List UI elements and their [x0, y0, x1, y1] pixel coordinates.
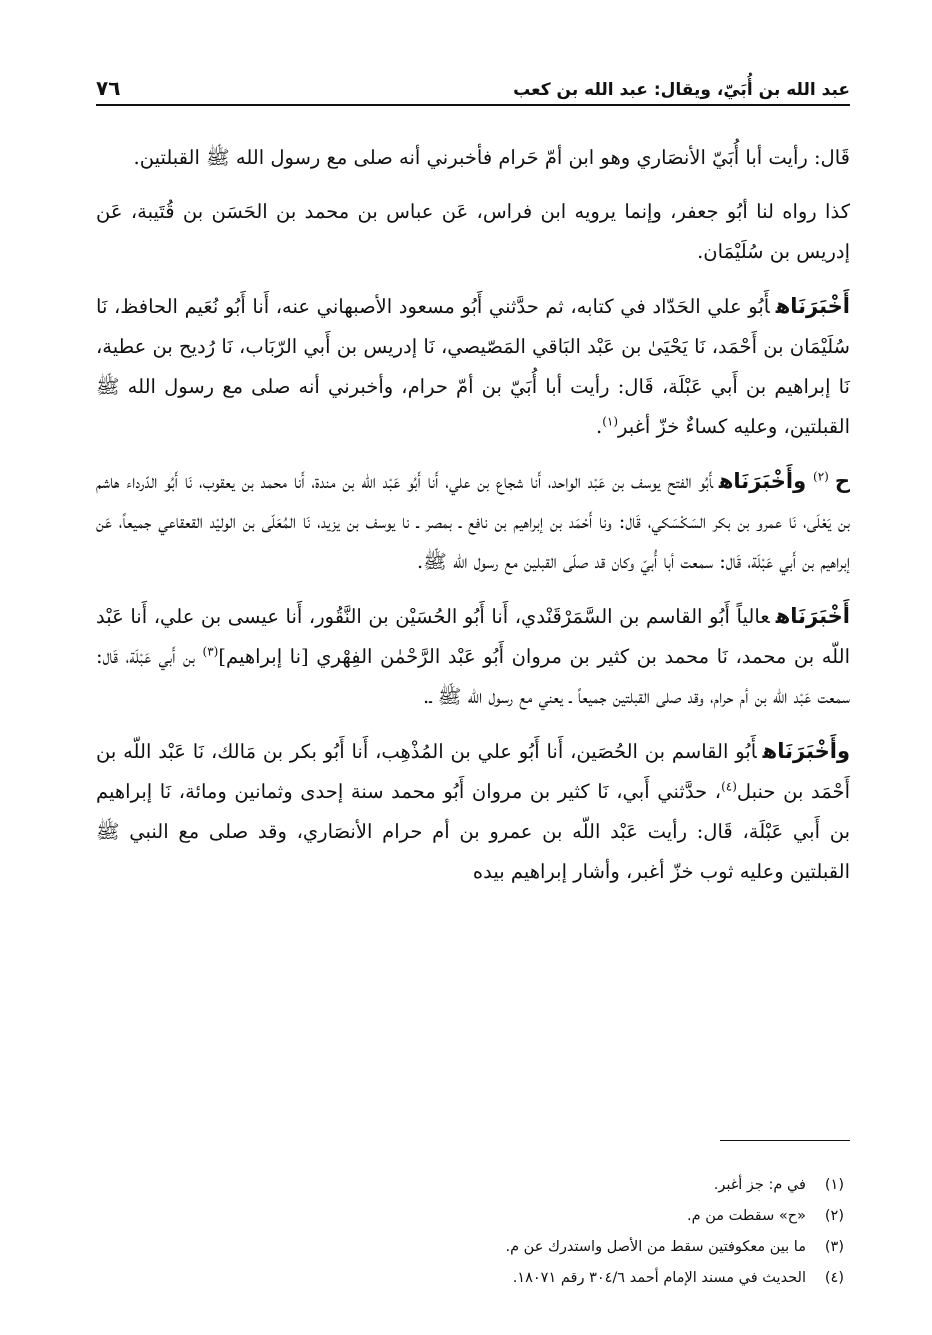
- paragraph-1: [96, 138, 850, 178]
- footnote-text: ما بين معكوفتين سقط من الأصل واستدرك عن م.: [505, 1239, 806, 1255]
- footnote-number: (١): [824, 1177, 844, 1193]
- page-number: ٧٦: [96, 76, 121, 100]
- footnote-text: في م: جز أغبر.: [713, 1177, 806, 1193]
- footnotes: [96, 1170, 844, 1294]
- paragraph-tail: .: [595, 415, 603, 438]
- footnote-item: [96, 1232, 844, 1263]
- footnote-ref: (٢): [813, 469, 829, 484]
- lead-word: وأَخْبَرَنَاه: [718, 469, 807, 493]
- main-text: [96, 138, 850, 892]
- paragraph-5: [96, 596, 850, 717]
- footnote-text: «ح» سقطت من م.: [687, 1208, 806, 1224]
- paragraph-text: كذا رواه لنا أبُو جعفر، وإنما يرويه ابن فراس، عَن عباس بن محمد بن الحَسَن بن قُتَيبة، عَن إدريس بن سُلَيْمَان.: [96, 200, 850, 263]
- paragraph-text: قَال: رأيت أبا أُبَيّ الأنصَاري وهو ابن أمّ حَرام فأخبرني أنه صلى مع رسول الله ﷺ القبلتين.: [133, 146, 850, 169]
- lead-word: أَخْبَرَنَاه: [775, 604, 850, 628]
- footnote-divider: [720, 1140, 850, 1141]
- paragraph-text: أَبُو الفتح يوسف بن عَبْد الواحد، أَنا شجاع بن علي، أَنا أَبُو عَبْد اللّه بن مندة، أَنا محمد بن يعقوب، نَا أَبُو الدّرداء هاشم بن يَعْلَى، نَا عمرو بن بكر السَكْسَكي، قَال: ونا أَحْمَد بن إبراهيم بن نافع ـ بمصر ـ نا يوسف بن يزيد، نَا المُعَلّى بن الوليْد القعقاعي جميعاً، عَن إبراهيم بن أَبي عَبْلَة، قَال: سمعت أبا أُبيّ وكان قد صلّى القبلين مع رسول الله ﷺ.: [96, 470, 850, 573]
- footnote-item: [96, 1201, 844, 1232]
- paragraph-text: أَبُو القاسم بن الحُصَين، أَنا أَبُو علي بن المُذْهِب، أَنا أَبُو بكر بن مَالك، نَا عَبْد اللّه بن أَحْمَد بن حنبل: [96, 740, 850, 803]
- paragraph-6: [96, 731, 850, 892]
- book-page: [96, 70, 850, 1335]
- running-header: [96, 70, 850, 106]
- footnote-ref: (٤): [721, 779, 737, 794]
- footnote-item: [96, 1170, 844, 1201]
- ha-marker: ح: [834, 469, 850, 493]
- paragraph-4: [96, 461, 850, 582]
- paragraph-2: [96, 192, 850, 272]
- paragraph-tail: ، حدَّثني أَبي، نَا كثير بن مروان أَبُو محمد سنة إحدى وثمانين ومائة، نَا إبراهيم بن أَبي عَبْلَة، قَال: رأيت عَبْد اللّه بن عمرو بن أم حرام الأنصَاري، وقد صلى مع النبي ﷺ القبلتين وعليه ثوب خزّ أغبر، وأشار إبراهيم بيده: [96, 780, 850, 883]
- footnote-number: (٢): [824, 1208, 844, 1224]
- footnote-number: (٣): [824, 1239, 844, 1255]
- lead-word: أَخْبَرَنَاه: [775, 294, 850, 318]
- paragraph-text: عالياً أَبُو القاسم بن السَّمَرْقَنْدي، أَنا أَبُو الحُسَيْن بن النَّقُور، أَنا عيسى بن علي، أَنا عَبْد اللّه بن محمد، نَا محمد بن كثير بن مروان أَبُو عَبْد الرَّحْمٰن الفِهْري [نا إبراهيم]: [96, 605, 850, 668]
- paragraph-tail: بن أَبي عَبْلَة، قَال: سمعت عَبْد اللّه بن أم حرام، وقد صلى القبلتين جميعاً ـ يعني مع رسول الله ﷺ ـ.: [96, 645, 850, 708]
- lead-word: وأَخْبَرَنَاه: [762, 739, 850, 763]
- running-title: عبد الله بن أُبَيّ، ويقال: عبد الله بن كعب: [513, 80, 850, 100]
- footnote-text: الحديث في مسند الإمام أحمد ٣٠٤/٦ رقم ١٨٠٧١.: [512, 1270, 806, 1286]
- footnote-number: (٤): [824, 1270, 844, 1286]
- footnote-ref: (١): [602, 414, 619, 429]
- paragraph-3: [96, 286, 850, 447]
- paragraph-text: أَبُو علي الحَدّاد في كتابه، ثم حدَّثني أَبُو مسعود الأصبهاني عنه، أَنا أَبُو نُعَيم الحافظ، نَا سُلَيْمَان بن أَحْمَد، نَا يَحْيَىٰ بن عَبْد البَاقي المَصّيصي، نَا إدريس بن أَبي الرّبَاب، نَا رُديح بن عطية، نَا إبراهيم بن أَبي عَبْلَة، قَال: رأيت أبا أُبَيّ بن أمّ حرام، وأخبرني أنه صلى مع رسول الله ﷺ القبلتين، وعليه كساءٌ خزّ أغبر: [96, 295, 850, 438]
- footnote-ref: (٣): [202, 644, 219, 659]
- footnote-item: [96, 1263, 844, 1294]
